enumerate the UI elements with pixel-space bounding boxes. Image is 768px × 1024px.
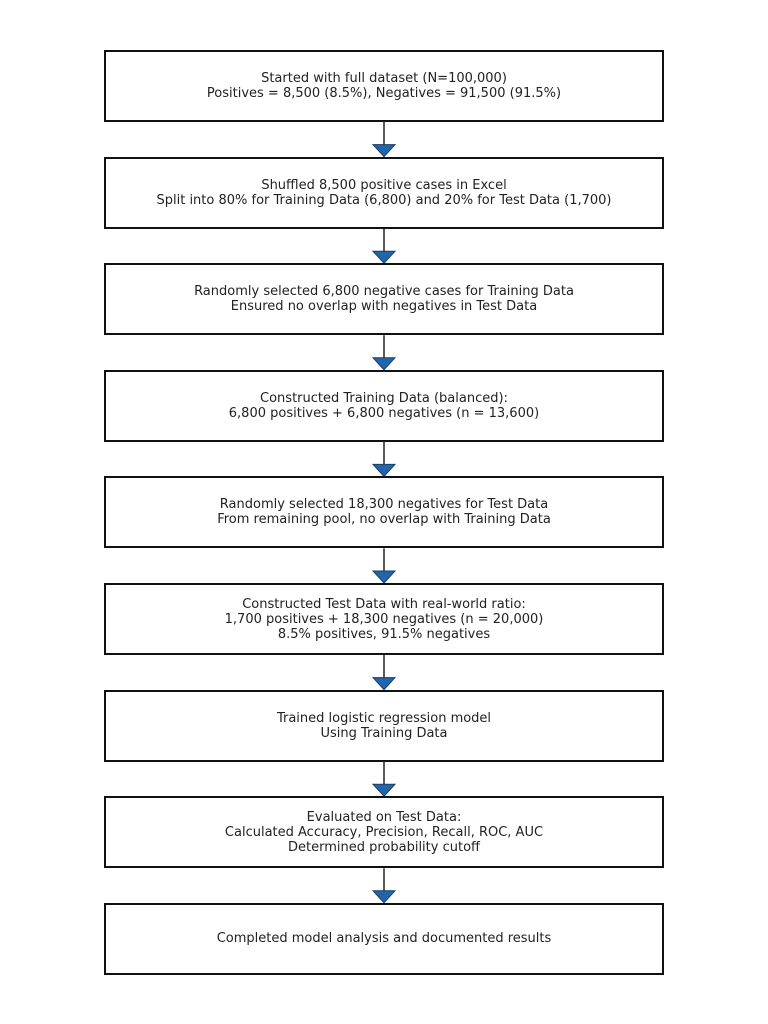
step-5-line-2: From remaining pool, no overlap with Training Data	[217, 512, 551, 528]
step-box-3	[104, 263, 664, 335]
step-7-line-2: Using Training Data	[320, 725, 448, 741]
step-4-line-1: Constructed Training Data (balanced):	[260, 390, 508, 406]
step-6-line-1: Constructed Test Data with real-world ratio:	[242, 596, 526, 612]
step-box-9	[104, 903, 664, 975]
arrowhead-icon-3	[373, 358, 395, 370]
arrowhead-icon-6	[373, 678, 395, 690]
step-8-line-1: Evaluated on Test Data:	[306, 809, 462, 825]
step-box-1	[104, 50, 664, 122]
step-3-line-1: Randomly selected 6,800 negative cases for Training Data	[194, 284, 574, 300]
step-6-line-2: 1,700 positives + 18,300 negatives (n = 20,000)	[224, 611, 544, 627]
step-8-line-3: Determined probability cutoff	[287, 839, 480, 855]
arrowhead-icon-5	[373, 571, 395, 583]
arrowhead-icon-4	[373, 464, 395, 476]
step-2-line-1: Shuffled 8,500 positive cases in Excel	[261, 177, 507, 193]
step-box-6	[104, 583, 664, 655]
step-box-8	[104, 796, 664, 868]
step-5-line-1: Randomly selected 18,300 negatives for Test Data	[219, 497, 549, 513]
step-1-line-1: Started with full dataset (N=100,000)	[261, 71, 507, 86]
arrowhead-icon-8	[373, 891, 395, 903]
arrowhead-icon-2	[373, 251, 395, 263]
step-4-line-2: 6,800 positives + 6,800 negatives (n = 13,600)	[228, 405, 540, 421]
arrowhead-icon-1	[373, 145, 395, 157]
step-9-line-1: Completed model analysis and documented results	[216, 931, 552, 947]
step-box-5	[104, 476, 664, 548]
step-7-line-1: Trained logistic regression model	[276, 710, 492, 726]
step-box-7	[104, 690, 664, 762]
step-1-line-2: Positives = 8,500 (8.5%), Negatives = 91,500 (91.5%)	[206, 86, 562, 101]
step-box-4	[104, 370, 664, 442]
arrowhead-icon-7	[373, 784, 395, 796]
step-box-2	[104, 157, 664, 229]
step-8-line-2: Calculated Accuracy, Precision, Recall, ROC, AUC	[224, 824, 544, 840]
step-3-line-2: Ensured no overlap with negatives in Test Data	[230, 299, 538, 315]
step-2-line-2: Split into 80% for Training Data (6,800) and 20% for Test Data (1,700)	[156, 192, 612, 208]
step-6-line-3: 8.5% positives, 91.5% negatives	[277, 626, 491, 642]
